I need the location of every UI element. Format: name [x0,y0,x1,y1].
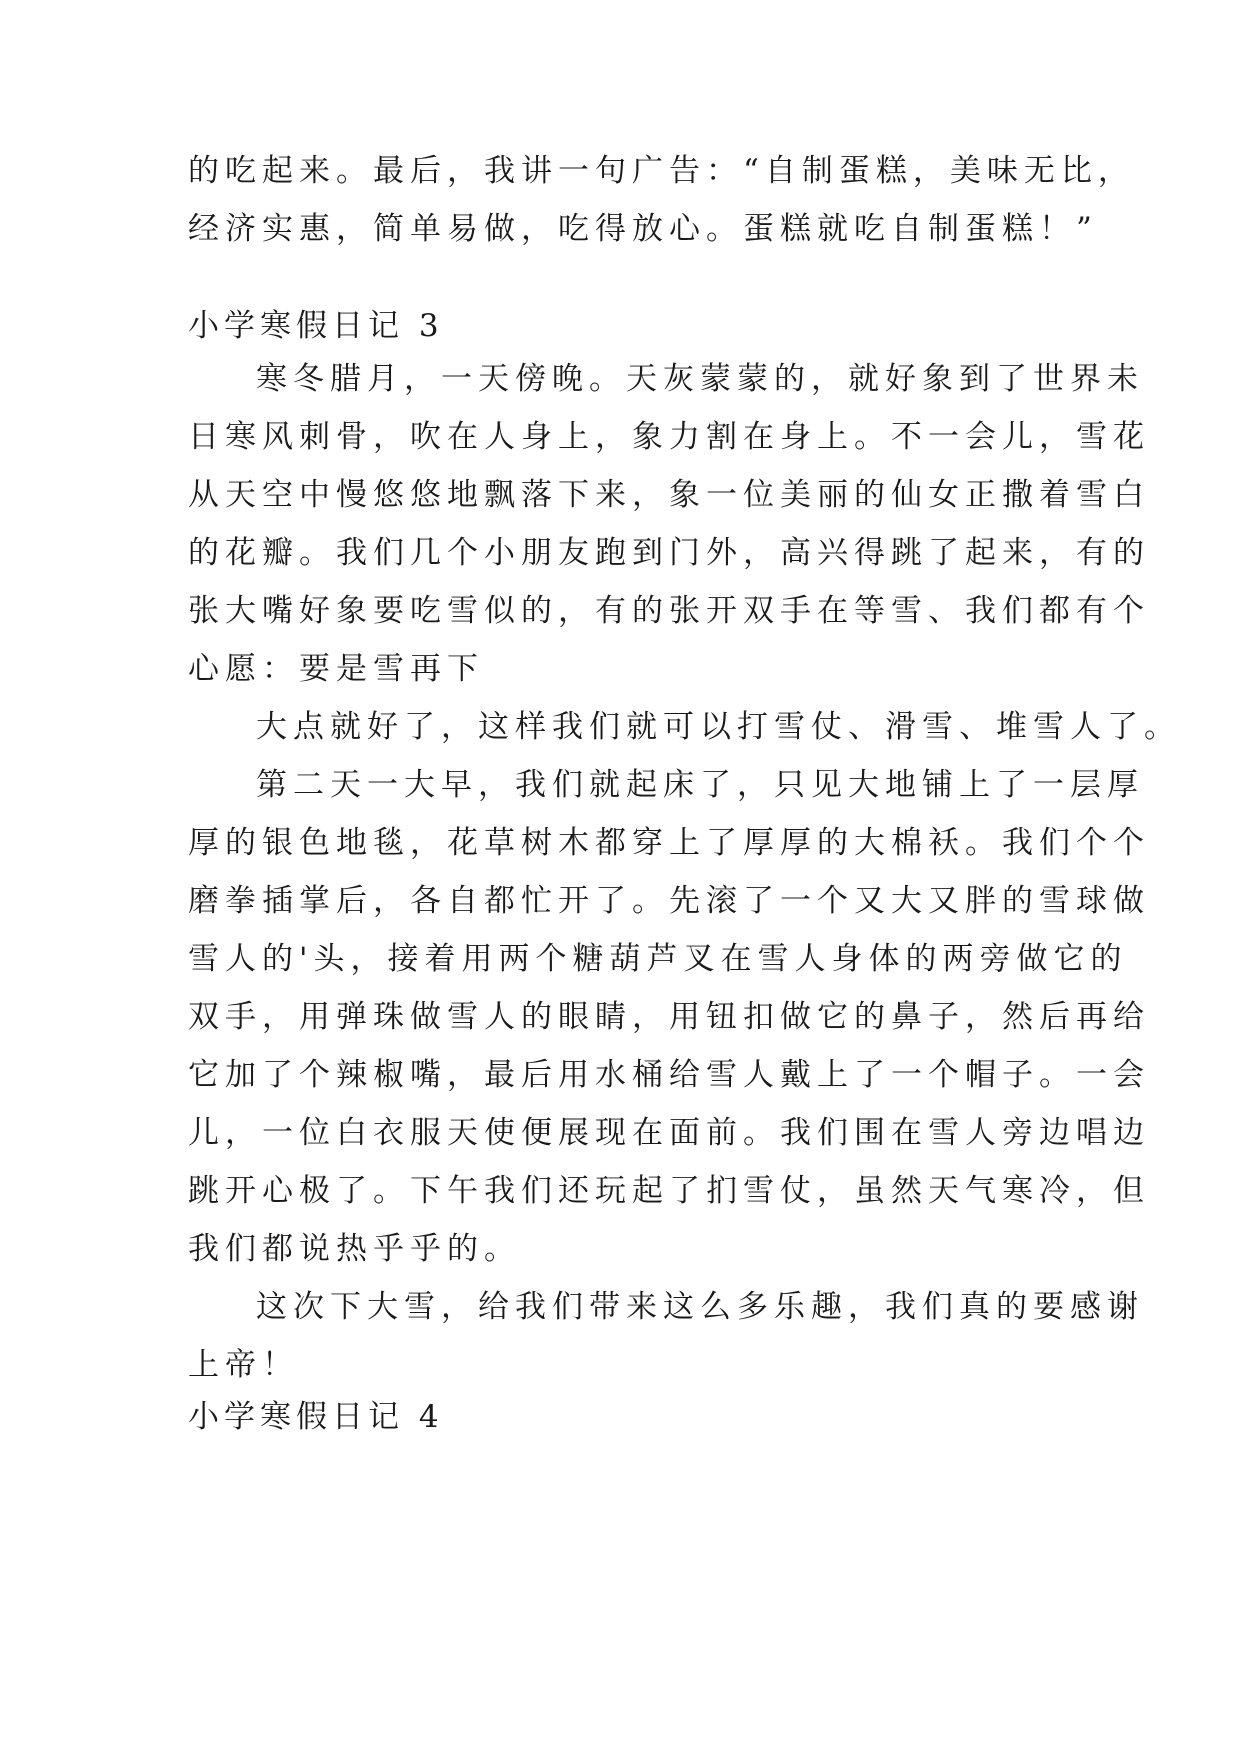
text-line: 雪人的'头，接着用两个糖葫芦叉在雪人身体的两旁做它的 [188,941,1128,977]
text-line: 它加了个辣椒嘴，最后用水桶给雪人戴上了一个帽子。一会 [188,1057,1150,1093]
text-line: 我们都说热乎乎的。 [188,1231,521,1267]
text-line: 从天空中慢悠悠地飘落下来，象一位美丽的仙女正撒着雪白 [188,477,1150,513]
text-line: 日寒风刺骨，吹在人身上，象力割在身上。不一会儿，雪花 [188,419,1150,455]
text-line: 寒冬腊月，一天傍晚。天灰蒙蒙的，就好象到了世界未 [256,361,1144,397]
text-line: 经济实惠，简单易做，吃得放心。蛋糕就吃自制蛋糕！” [188,211,1098,247]
text-line: 跳开心极了。下午我们还玩起了扪雪仗，虽然天气寒冷，但 [188,1173,1150,1209]
section-heading-4: 小学寒假日记 4 [188,1399,444,1435]
text-line: 心愿：要是雪再下 [188,651,484,687]
text-line: 第二天一大早，我们就起床了，只见大地铺上了一层厚 [256,767,1144,803]
text-line: 的花瓣。我们几个小朋友跑到门外，高兴得跳了起来，有的 [188,535,1150,571]
text-line: 儿，一位白衣服天使便展现在面前。我们围在雪人旁边唱边 [188,1115,1150,1151]
text-line: 张大嘴好象要吃雪似的，有的张开双手在等雪、我们都有个 [188,593,1150,629]
text-line: 上帝！ [188,1347,299,1383]
section-heading-3: 小学寒假日记 3 [188,308,444,344]
text-line: 双手，用弹珠做雪人的眼睛，用钮扣做它的鼻子，然后再给 [188,999,1150,1035]
text-line: 大点就好了，这样我们就可以打雪仗、滑雪、堆雪人了。 [256,709,1181,745]
text-line: 磨拳插掌后，各自都忙开了。先滚了一个又大又胖的雪球做 [188,883,1150,919]
text-line: 的吃起来。最后，我讲一句广告：“自制蛋糕，美味无比， [188,153,1135,189]
text-line: 厚的银色地毯，花草树木都穿上了厚厚的大棉袄。我们个个 [188,825,1150,861]
section-3-body [188,350,1181,1394]
intro-paragraph [188,142,1135,258]
text-line: 这次下大雪，给我们带来这么多乐趣，我们真的要感谢 [256,1289,1144,1325]
